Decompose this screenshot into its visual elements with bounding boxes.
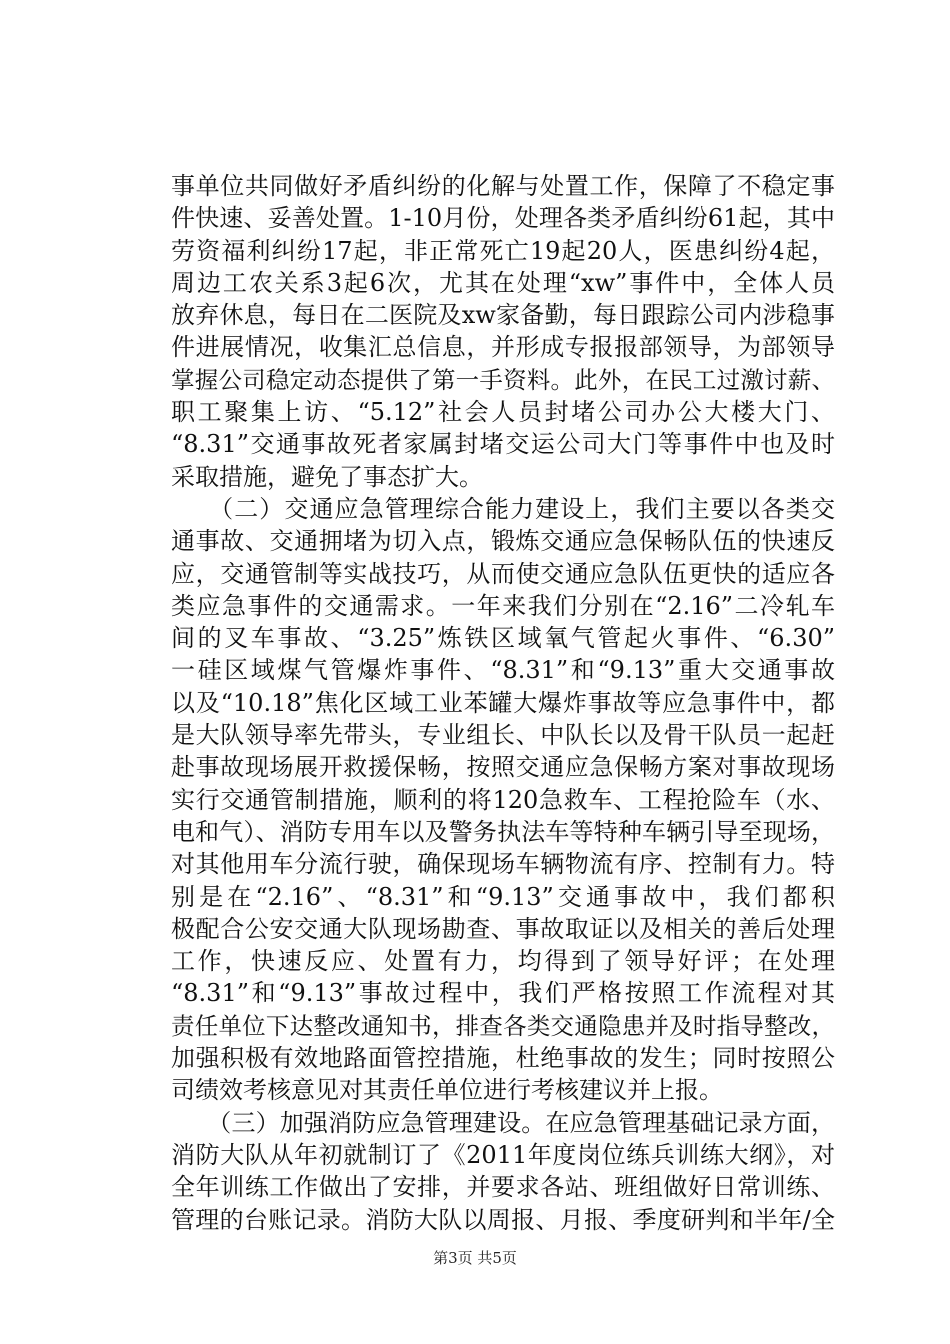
text-line: 实行交通管制措施，顺利的将120急救车、工程抢险车（水、	[171, 785, 835, 814]
text-line: 间的叉车事故、“3.25”炼铁区域氧气管起火事件、“6.30”	[171, 624, 835, 653]
text-line: 件快速、妥善处置。1-10月份，处理各类矛盾纠纷61起，其中	[171, 204, 835, 233]
text-line: 通事故、交通拥堵为切入点，锻炼交通应急保畅队伍的快速反	[171, 527, 835, 556]
text-line: 全年训练工作做出了安排，并要求各站、班组做好日常训练、	[171, 1173, 835, 1202]
text-line: 一硅区域煤气管爆炸事件、“8.31”和“9.13”重大交通事故	[171, 656, 835, 685]
text-line: （三）加强消防应急管理建设。在应急管理基础记录方面，	[171, 1108, 835, 1137]
text-line: “8.31”和“9.13”事故过程中，我们严格按照工作流程对其	[171, 979, 835, 1008]
text-line: 事单位共同做好矛盾纠纷的化解与处置工作，保障了不稳定事	[171, 172, 835, 200]
text-line: 司绩效考核意见对其责任单位进行考核建议并上报。	[171, 1076, 723, 1105]
text-line: 消防大队从年初就制订了《2011年度岗位练兵训练大纲》，对	[171, 1140, 835, 1169]
text-line: 放弃休息，每日在二医院及xw家备勤，每日跟踪公司内涉稳事	[171, 301, 835, 330]
text-line: 工作，快速反应、处置有力，均得到了领导好评；在处理	[171, 947, 835, 976]
text-line: 电和气）、消防专用车以及警务执法车等特种车辆引导至现场，	[171, 817, 835, 846]
text-line: （二）交通应急管理综合能力建设上，我们主要以各类交	[171, 494, 835, 523]
text-line: 类应急事件的交通需求。一年来我们分别在“2.16”二冷轧车	[171, 591, 835, 620]
text-line: 周边工农关系3起6次，尤其在处理“xw”事件中，全体人员	[171, 268, 835, 297]
text-line: 赴事故现场展开救援保畅，按照交通应急保畅方案对事故现场	[171, 753, 835, 782]
text-line: 加强积极有效地路面管控措施，杜绝事故的发生；同时按照公	[171, 1044, 835, 1073]
text-line: 责任单位下达整改通知书，排查各类交通隐患并及时指导整改，	[171, 1011, 835, 1040]
text-line: 别是在“2.16”、“8.31”和“9.13”交通事故中，我们都积	[171, 882, 835, 911]
page-number-footer: 第3页 共5页	[433, 1249, 517, 1267]
text-line: 极配合公安交通大队现场勘查、事故取证以及相关的善后处理	[171, 914, 835, 943]
text-line: 是大队领导率先带头，专业组长、中队长以及骨干队员一起赶	[171, 721, 835, 750]
text-line: 劳资福利纠纷17起，非正常死亡19起20人，医患纠纷4起，	[171, 236, 835, 265]
text-line: 采取措施，避免了事态扩大。	[171, 462, 483, 491]
text-line: 管理的台账记录。消防大队以周报、月报、季度研判和半年/全	[171, 1205, 835, 1234]
text-line: 以及“10.18”焦化区域工业苯罐大爆炸事故等应急事件中，都	[171, 688, 835, 717]
text-line: 件进展情况，收集汇总信息，并形成专报报部领导，为部领导	[171, 333, 835, 362]
text-line: 掌握公司稳定动态提供了第一手资料。此外，在民工过激讨薪、	[171, 365, 835, 394]
text-line: 职工聚集上访、“5.12”社会人员封堵公司办公大楼大门、	[171, 398, 835, 427]
text-line: 对其他用车分流行驶，确保现场车辆物流有序、控制有力。特	[171, 850, 835, 879]
document-body	[171, 170, 835, 1236]
text-line: “8.31”交通事故死者家属封堵交运公司大门等事件中也及时	[171, 430, 835, 459]
text-line: 应，交通管制等实战技巧，从而使交通应急队伍更快的适应各	[171, 559, 835, 588]
